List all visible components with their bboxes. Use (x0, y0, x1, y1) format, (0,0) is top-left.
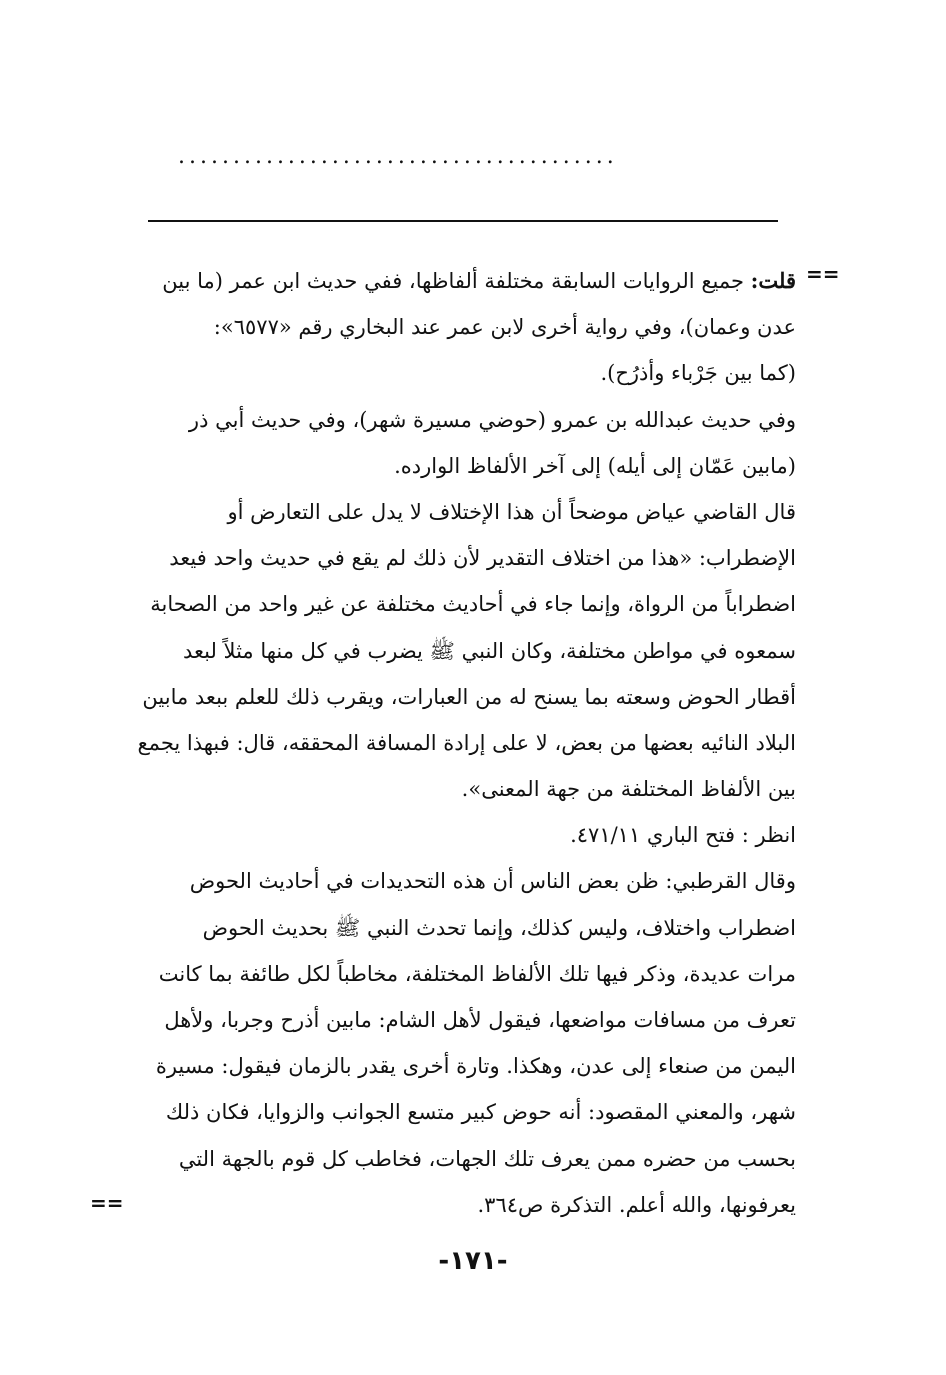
text-line (118, 951, 796, 997)
text-line (118, 1136, 796, 1182)
text-line (118, 628, 796, 674)
line-text: سمعوه في مواطن مختلفة، وكان النبي ﷺ يضرب في كل منها مثلاً لبعد (182, 638, 796, 663)
text-line (118, 858, 796, 904)
text-line (118, 720, 796, 766)
footnote-text (118, 258, 796, 1228)
text-line (118, 489, 796, 535)
continuation-marker-top: == (806, 262, 840, 286)
text-line (118, 581, 796, 627)
text-line (118, 304, 796, 350)
line-text: بحسب من حضره ممن يعرف تلك الجهات، فخاطب كل قوم بالجهة التي (178, 1146, 796, 1171)
dotted-separator: ........................................ (178, 146, 618, 168)
line-text: بين الألفاظ المختلفة من جهة المعنى». (461, 777, 796, 802)
line-text: البلاد النائيه بعضها من بعض، لا على إرادة المسافة المحققه، قال: فبهذا يجمع (137, 730, 796, 755)
line-text: (كما بين جَرْباء وأذرُح). (600, 361, 796, 386)
text-line (118, 997, 796, 1043)
line-text: وقال القرطبي: ظن بعض الناس أن هذه التحديدات في أحاديث الحوض (189, 869, 796, 894)
line-text: يعرفونها، والله أعلم. التذكرة ص٣٦٤. (477, 1192, 796, 1217)
line-text: (مابين عَمّان إلى أيله) إلى آخر الألفاظ الوارده. (394, 453, 796, 478)
text-line (118, 674, 796, 720)
text-line (118, 905, 796, 951)
text-line (118, 258, 796, 304)
line-text: عدن وعمان)، وفي رواية أخرى لابن عمر عند البخاري رقم «٦٥٧٧»: (213, 315, 796, 340)
footnote-rule (148, 220, 778, 222)
line-text: أقطار الحوض وسعته بما يسنح له من العبارات، ويقرب ذلك للعلم ببعد مابين (142, 684, 796, 709)
line-text: جميع الروايات السابقة مختلفة ألفاظها، ففي حديث ابن عمر (ما بين (162, 269, 751, 293)
line-text: اليمن من صنعاء إلى عدن، وهكذا. وتارة أخرى يقدر بالزمان فيقول: مسيرة (155, 1054, 796, 1079)
line-text: وفي حديث عبدالله بن عمرو (حوضي مسيرة شهر)، وفي حديث أبي ذر (188, 407, 796, 432)
line-text: الإضطراب: «هذا من اختلاف التقدير لأن ذلك لم يقع في حديث واحد فيعد (169, 546, 796, 571)
text-line (118, 397, 796, 443)
text-line (118, 812, 796, 858)
text-line (118, 1089, 796, 1135)
line-text: اضطراب واختلاف، وليس كذلك، وإنما تحدث النبي ﷺ بحديث الحوض (202, 915, 796, 940)
text-line (118, 766, 796, 812)
line-text: شهر، والمعني المقصود: أنه حوض كبير متسع الجوانب والزوايا، فكان ذلك (165, 1100, 796, 1125)
line-text: انظر : فتح الباري ٤٧١/١١. (570, 823, 796, 848)
line-text: قال القاضي عياض موضحاً أن هذا الإختلاف لا يدل على التعارض أو (227, 499, 796, 524)
lead-word: قلت: (750, 268, 796, 293)
continuation-marker-bottom: == (90, 1191, 124, 1215)
text-line (118, 1182, 796, 1228)
line-text: اضطراباً من الرواة، وإنما جاء في أحاديث مختلفة عن غير واحد من الصحابة (150, 592, 796, 617)
text-line (118, 535, 796, 581)
line-text: تعرف من مسافات مواضعها، فيقول لأهل الشام: مابين أذرح وجربا، ولأهل (164, 1008, 796, 1032)
page-number: -١٧١- (438, 1246, 508, 1276)
text-line (118, 443, 796, 489)
line-text: مرات عديدة، وذكر فيها تلك الألفاظ المختلفة، مخاطباً لكل طائفة بما كانت (158, 961, 796, 986)
text-line (118, 350, 796, 396)
text-line (118, 1043, 796, 1089)
